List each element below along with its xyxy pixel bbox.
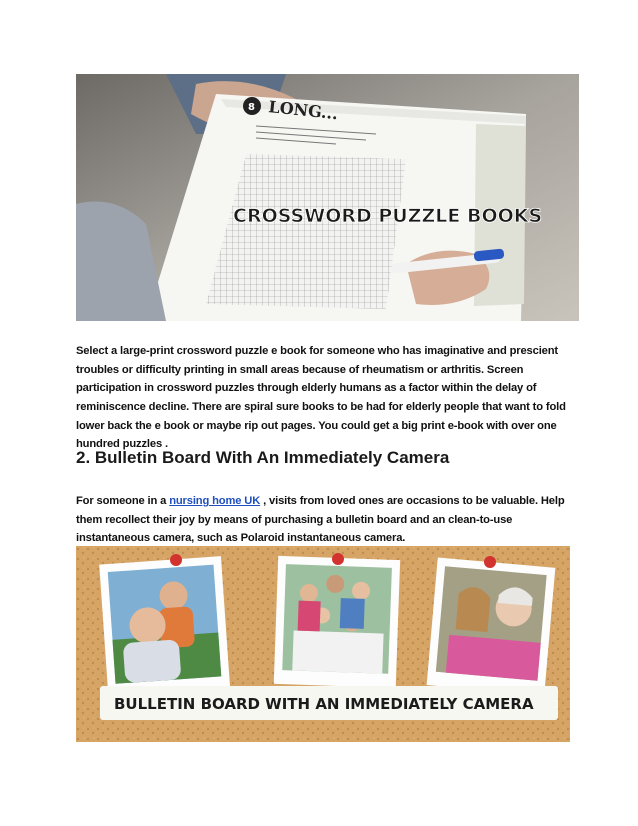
crossword-paragraph: Select a large-print crossword puzzle e book for someone who has imaginative and prescient troubles or difficulty printing in small areas because of rheumatism or arthritis. Screen participation in crossword puzzles through elderly humans as a factor within the delay of reminiscence decline. There are spiral sure books to be had for elderly people that want to fold lower back the e book or maybe rip out pages. You could get a big print e-book with over one hundred puzzles . [76,345,566,451]
puzzle-title: LONG... [267,97,339,124]
bulletin-banner-text: BULLETIN BOARD WITH AN IMMEDIATELY CAMERA [114,695,534,713]
bulletin-board-image [76,546,570,742]
bulletin-paragraph-tail: , visits from loved ones are occasions to be valuable. Help them recollect their joy by means of purchasing a bulletin board and an clean-to-use instantaneous camera, such as Polaroid instantaneous camera. [76,495,565,545]
crossword-puzzle-image [76,74,579,321]
crossword-banner-text: CROSSWORD PUZZLE BOOKS [233,205,543,227]
nursing-home-link[interactable]: nursing home UK [169,495,261,508]
puzzle-number: 8 [248,102,255,113]
section-heading-bulletin-board: 2. Bulletin Board With An Immediately Camera [76,448,450,467]
bulletin-paragraph [76,492,566,548]
bulletin-paragraph-lead: For someone in a [76,495,170,508]
